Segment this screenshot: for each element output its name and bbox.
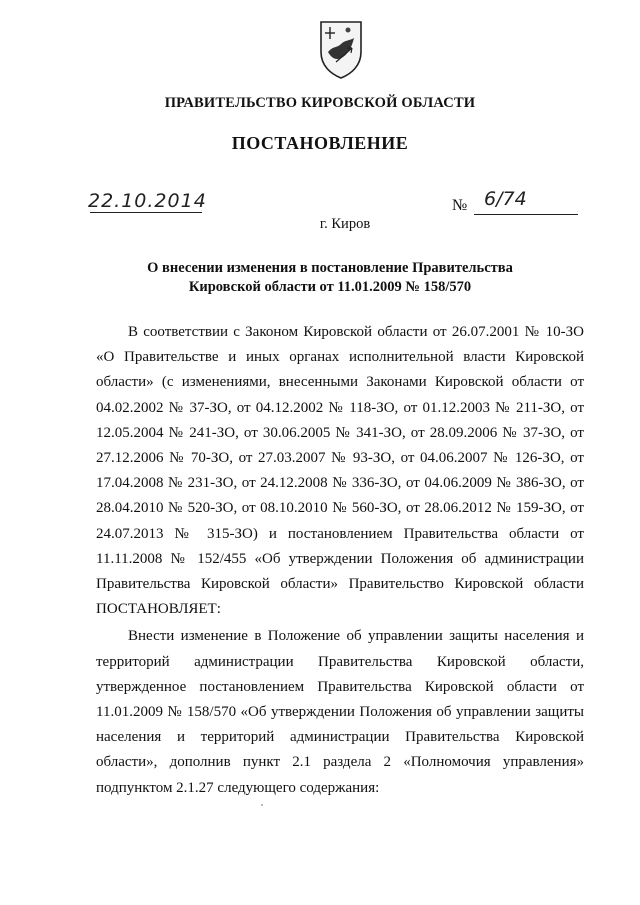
- document-subject: [0, 259, 640, 297]
- city-name: г. Киров: [319, 216, 371, 232]
- subject-line-2: Кировской области от 11.01.2009 № 158/570: [188, 279, 472, 295]
- scan-speck: [261, 804, 263, 806]
- coat-of-arms-icon: [316, 18, 366, 80]
- document-body: [96, 320, 584, 801]
- number-underline: [474, 214, 578, 215]
- subject-line-1: О внесении изменения в постановление Правительства: [147, 260, 513, 276]
- number-sign: №: [452, 197, 468, 214]
- body-paragraph-1: В соответствии с Законом Кировской области от 26.07.2001 № 10-ЗО «О Правительстве и иных органах исполнительной власти Кировской области» (с изменениями, внесенными Законами Кировской области от 04.02.2002 № 37-ЗО, от 04.12.2002 № 118-ЗО, от 01.12.2003 № 211-ЗО, от 12.05.2004 № 241-ЗО, от 30.06.2005 № 341-ЗО, от 28.09.2006 № 37-ЗО, от 27.12.2006 № 70-ЗО, от 27.03.2007 № 93-ЗО, от 04.06.2007 № 126-ЗО, от 17.04.2008 № 231-ЗО, от 24.12.2008 № 336-ЗО, от 04.06.2009 № 386-ЗО, от 28.04.2010 № 520-ЗО, от 08.10.2010 № 560-ЗО, от 28.06.2012 № 159-ЗО, от 24.07.2013 № 315-ЗО) и постановлением Правительства области от 11.11.2008 № 152/455 «Об утверждении Положения об администрации Правительства Кировской области» Правительство Кировской области ПОСТАНОВЛЯЕТ:: [96, 324, 584, 618]
- government-name: ПРАВИТЕЛЬСТВО КИРОВСКОЙ ОБЛАСТИ: [164, 95, 476, 111]
- handwritten-date: 22.10.2014: [88, 190, 207, 212]
- handwritten-number: 6/74: [484, 188, 527, 210]
- date-underline: [90, 212, 202, 213]
- document-type-title: ПОСТАНОВЛЕНИЕ: [231, 133, 409, 153]
- body-paragraph-2: Внести изменение в Положение об управлении защиты населения и территорий администрации Правительства Кировской области, утвержденное постановлением Правительства Кировской области от 11.01.2009 № 158/570 «Об утверждении Положения об управлении защиты населения и территорий администрации Правительства Кировской области», дополнив пункт 2.1 раздела 2 «Полномочия управления» подпунктом 2.1.27 следующего содержания:: [96, 628, 584, 796]
